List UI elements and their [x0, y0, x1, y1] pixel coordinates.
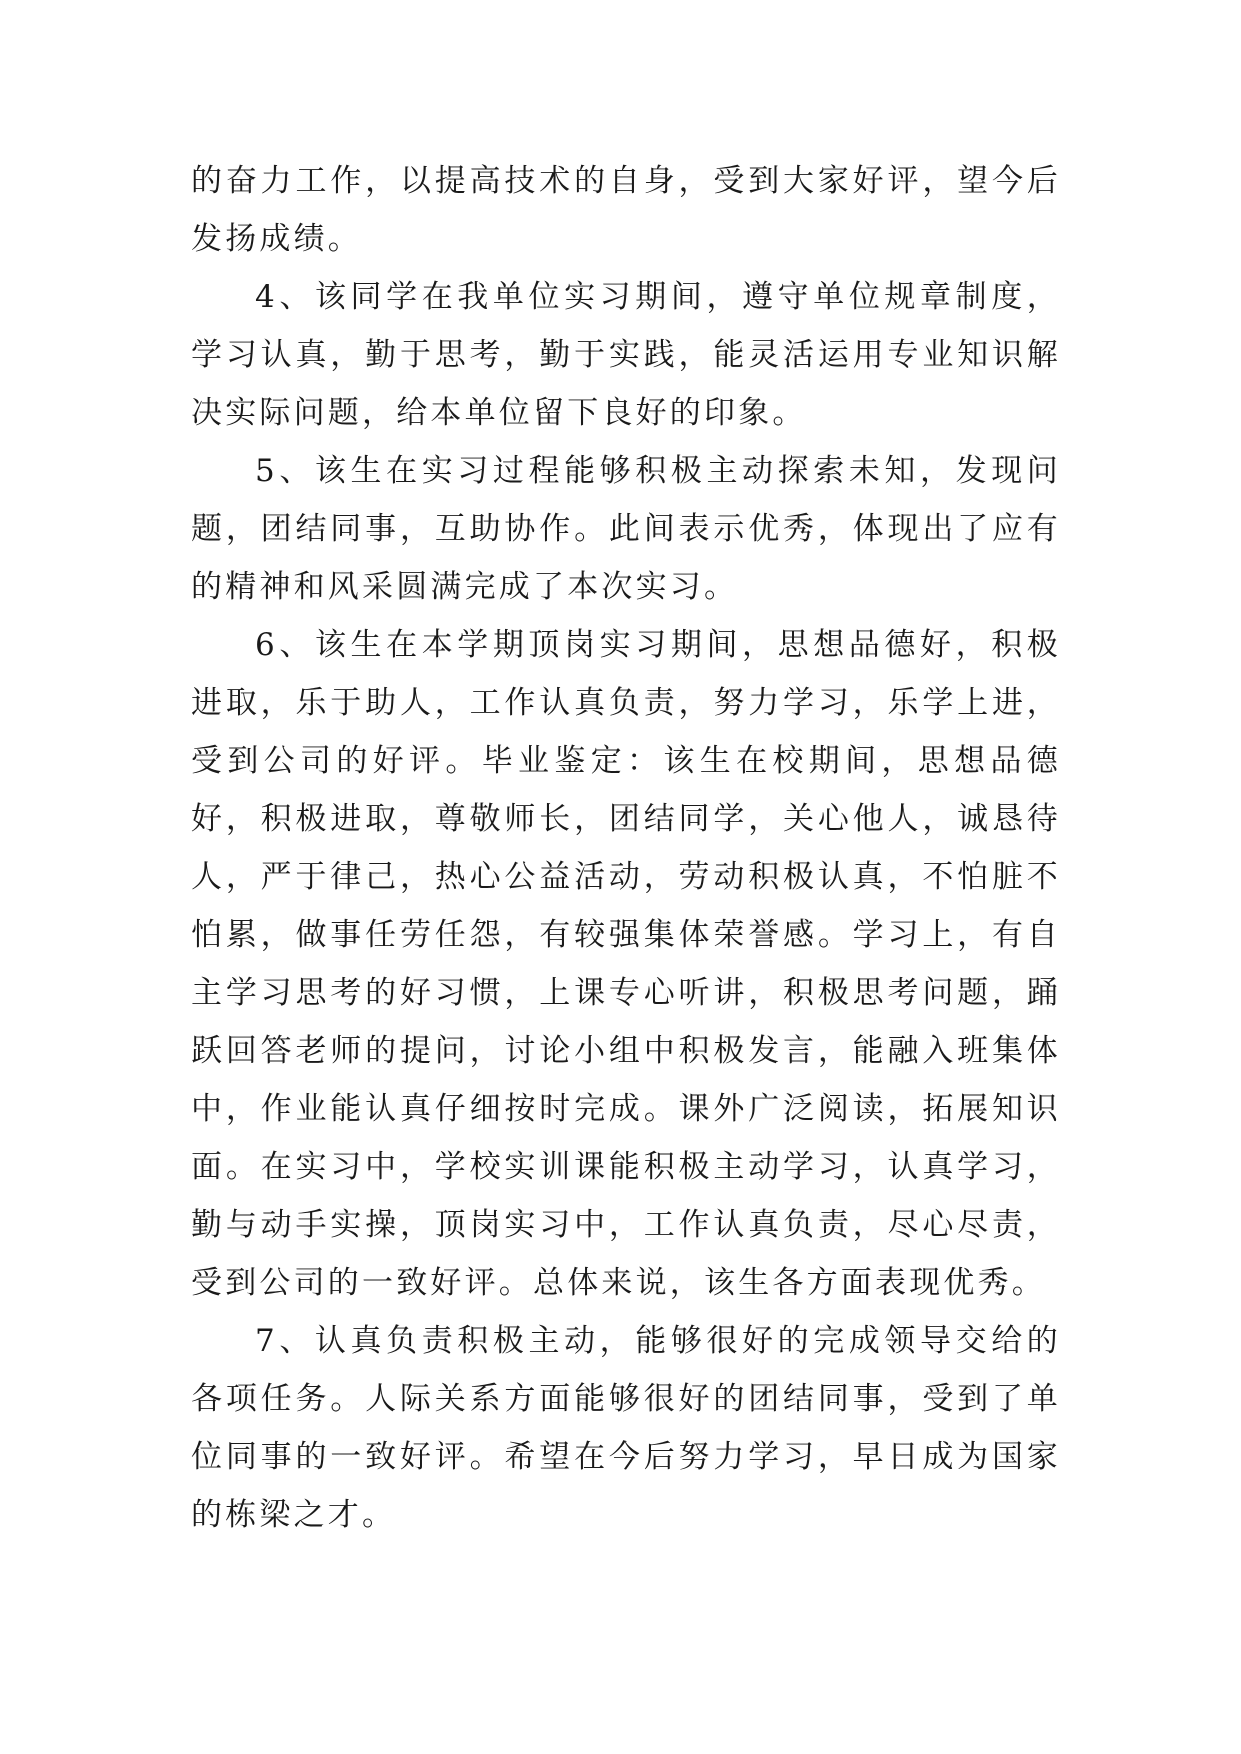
paragraph-7: 7、认真负责积极主动，能够很好的完成领导交给的各项任务。人际关系方面能够很好的团结同事，受到了单位同事的一致好评。希望在今后努力学习，早日成为国家的栋梁之才。 [191, 1323, 1061, 1533]
paragraph-5: 5、该生在实习过程能够积极主动探索未知，发现问题，团结同事，互助协作。此间表示优秀，体现出了应有的精神和风采圆满完成了本次实习。 [191, 453, 1061, 605]
paragraph-4: 4、该同学在我单位实习期间，遵守单位规章制度，学习认真，勤于思考，勤于实践，能灵活运用专业知识解决实际问题，给本单位留下良好的印象。 [191, 279, 1061, 431]
paragraph-3-continuation: 的奋力工作，以提高技术的自身，受到大家好评，望今后发扬成绩。 [191, 163, 1061, 257]
document-body [191, 152, 1061, 1544]
paragraph-6: 6、该生在本学期顶岗实习期间，思想品德好，积极进取，乐于助人，工作认真负责，努力学习，乐学上进，受到公司的好评。毕业鉴定：该生在校期间，思想品德好，积极进取，尊敬师长，团结同学，关心他人，诚恳待人，严于律己，热心公益活动，劳动积极认真，不怕脏不怕累，做事任劳任怨，有较强集体荣誉感。学习上，有自主学习思考的好习惯，上课专心听讲，积极思考问题，踊跃回答老师的提问，讨论小组中积极发言，能融入班集体中，作业能认真仔细按时完成。课外广泛阅读，拓展知识面。在实习中，学校实训课能积极主动学习，认真学习，勤与动手实操，顶岗实习中，工作认真负责，尽心尽责，受到公司的一致好评。总体来说，该生各方面表现优秀。 [191, 627, 1061, 1301]
